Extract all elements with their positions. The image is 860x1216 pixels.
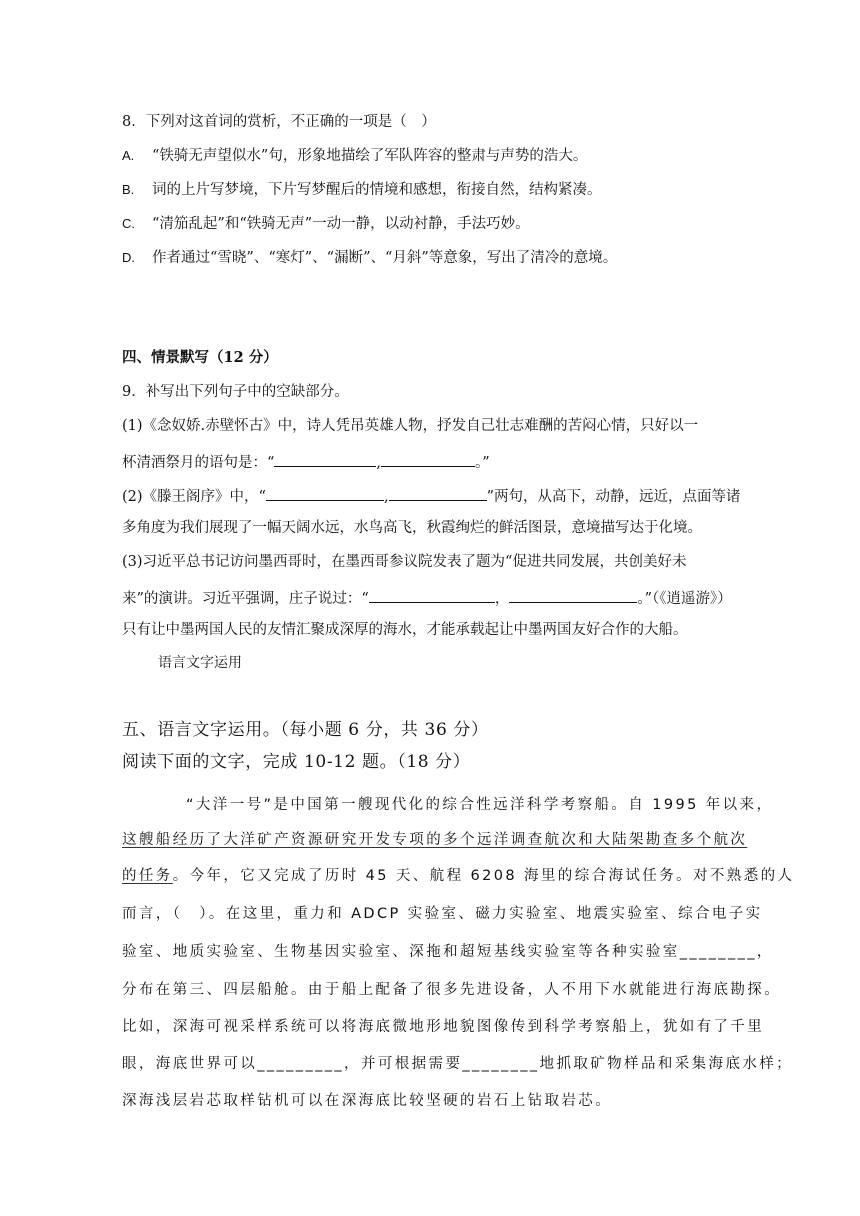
q8-option-c xyxy=(122,214,530,234)
comma: , xyxy=(376,455,382,471)
q9-item2-line1 xyxy=(122,484,740,507)
passage-line-2: 这艘船经历了大洋矿产资源研究开发专项的多个远洋调查航次和大陆架勘查多个航次 xyxy=(122,832,748,848)
q8-option-d xyxy=(122,248,617,268)
q9-item2-line2: 多角度为我们展现了一幅天阔水远，水鸟高飞，秋霞绚烂的鲜活图景，意境描写达于化境。 xyxy=(122,520,702,536)
passage-line-3 xyxy=(122,866,794,886)
section-5-title: 五、语言文字运用。（每小题 6 分，共 36 分） xyxy=(122,720,489,740)
text: 杯清酒祭月的语句是：“ xyxy=(122,455,275,471)
q9-item1-line2 xyxy=(122,450,490,473)
option-text: 词的上片写梦境，下片写梦醒后的情境和感想，衔接自然，结构紧凑。 xyxy=(152,182,602,198)
answer-blank[interactable] xyxy=(509,586,637,603)
passage-line-4: 而言，（ ）。在这里，重力和 ADCP 实验室、磁力实验室、地震实验室、综合电子实 xyxy=(122,906,763,922)
comma: , xyxy=(383,489,389,505)
passage-line-1: “大洋一号”是中国第一艘现代化的综合性远洋科学考察船。自 1995 年以来， xyxy=(186,797,774,813)
underlined-text: 的任务 xyxy=(122,868,173,884)
text: ”两句，从高下，动静，远近，点面等诸 xyxy=(486,489,741,505)
passage-line-8: 眼，海底世界可以_________，并可根据需要________地抓取矿物样品和采集海底水样； xyxy=(122,1056,794,1072)
answer-blank[interactable] xyxy=(274,450,376,467)
answer-blank[interactable] xyxy=(389,484,487,501)
passage-line-6: 分布在第三、四层船舱。由于船上配备了很多先进设备，人不用下水就能进行海底勘探。 xyxy=(122,982,782,998)
option-text: “清笳乱起”和“铁骑无声”一动一静，以动衬静，手法巧妙。 xyxy=(152,216,530,232)
text: 。”（《逍遥游》） xyxy=(637,591,732,607)
text: 来”的演讲。习近平强调，庄子说过：“ xyxy=(122,591,369,607)
option-text: “铁骑无声望似水”句，形象地描绘了军队阵容的整肃与声势的浩大。 xyxy=(152,148,588,164)
section-5-intro: 阅读下面的文字，完成 10-12 题。（18 分） xyxy=(122,752,471,772)
passage-line-9: 深海浅层岩芯取样钻机可以在深海底比较坚硬的岩石上钻取岩芯。 xyxy=(122,1093,613,1109)
option-text: 作者通过“雪晓”、“寒灯”、“漏断”、“月斜”等意象，写出了清冷的意境。 xyxy=(152,250,618,266)
q9-stem: 9．补写出下列句子中的空缺部分。 xyxy=(122,384,349,400)
text: (2)《滕王阁序》中，“ xyxy=(122,489,266,505)
answer-blank[interactable] xyxy=(266,484,384,501)
answer-blank[interactable] xyxy=(381,450,475,467)
q9-item3-line1: (3)习近平总书记访问墨西哥时，在墨西哥参议院发表了题为“促进共同发展，共创美好未 xyxy=(122,554,687,570)
section-4-title: 四、情景默写（12 分） xyxy=(122,349,278,366)
option-label: C. xyxy=(122,216,135,231)
q8-option-a xyxy=(122,146,587,166)
q8-stem: 8．下列对这首词的赏析，不正确的一项是（ ） xyxy=(122,114,436,130)
q9-item1-line1: (1)《念奴娇.赤壁怀古》中，诗人凭吊英雄人物，抒发自己壮志难酬的苦闷心情，只好以一 xyxy=(122,418,699,434)
section-label: 语言文字运用 xyxy=(158,655,242,671)
option-label: A. xyxy=(122,148,135,163)
text: 。今年，它又完成了历时 45 天、航程 6208 海里的综合海试任务。对不熟悉的人 xyxy=(172,868,795,884)
option-label: B. xyxy=(122,182,135,197)
text: 。” xyxy=(475,455,490,471)
q9-item3-line2 xyxy=(122,586,732,609)
option-label: D. xyxy=(122,250,135,265)
q8-option-b xyxy=(122,180,602,200)
comma: ， xyxy=(494,591,510,607)
passage-line-5: 验室、地质实验室、生物基因实验室、深拖和超短基线实验室等各种实验室________， xyxy=(122,944,774,960)
answer-blank[interactable] xyxy=(369,586,495,603)
passage-line-7: 比如，深海可视采样系统可以将海底微地形地貌图像传到科学考察船上，犹如有了千里 xyxy=(122,1019,765,1035)
q9-item3-line3: 只有让中墨两国人民的友情汇聚成深厚的海水，才能承载起让中墨两国友好合作的大船。 xyxy=(122,622,688,638)
